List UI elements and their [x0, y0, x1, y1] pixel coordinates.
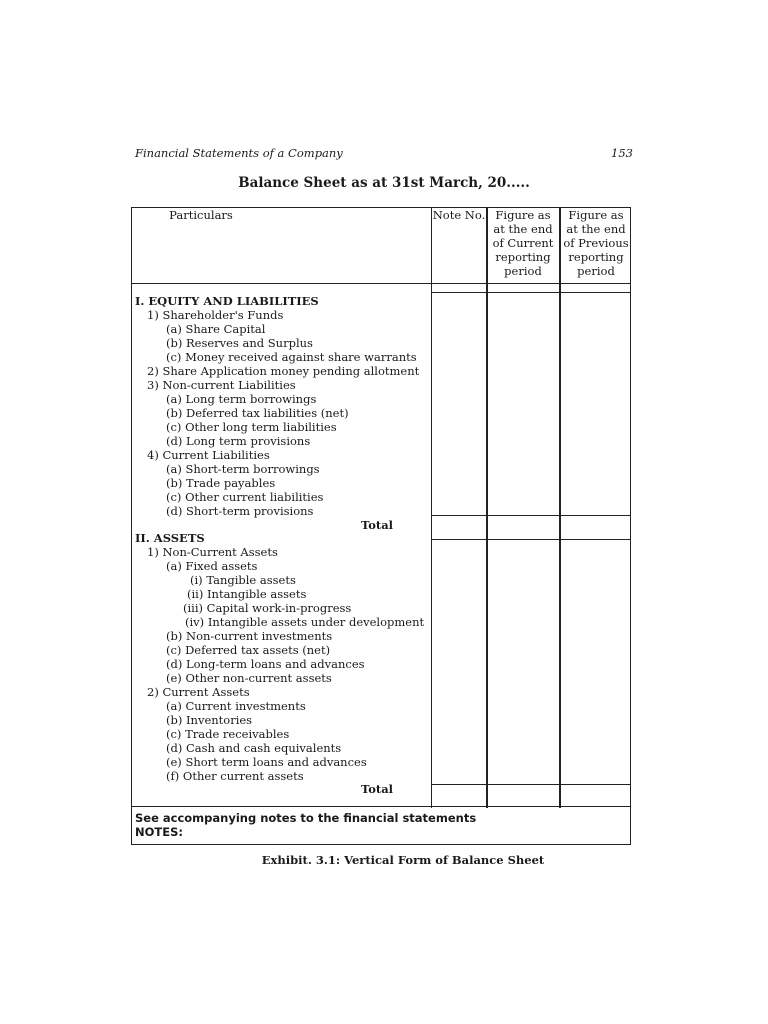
header-current-line: of Current — [492, 236, 554, 250]
body-top-rule — [431, 292, 631, 293]
balance-sheet-title: Balance Sheet as at 31st March, 20..... — [238, 175, 530, 191]
row-text: Current Liabilities — [162, 448, 270, 462]
line-item — [147, 308, 283, 322]
line-item — [187, 587, 306, 601]
footnote-notes-label: NOTES: — [135, 825, 183, 839]
line-item — [166, 406, 349, 420]
row-text: Inventories — [186, 713, 253, 727]
row-text: Short term loans and advances — [185, 755, 367, 769]
row-text: Cash and cash equivalents — [186, 741, 342, 755]
line-item — [166, 657, 365, 671]
row-text: Capital work-in-progress — [206, 601, 352, 615]
line-item — [166, 322, 265, 336]
row-text: (d) Short-term provisions — [166, 504, 314, 518]
header-current-line: period — [504, 264, 542, 278]
line-item — [166, 643, 330, 657]
row-text: Trade receivables — [185, 727, 290, 741]
row-number: (a) — [166, 699, 182, 713]
line-item — [147, 545, 278, 559]
header-previous-line: of Previous — [563, 236, 629, 250]
footnote-accompanying-notes: See accompanying notes to the financial statements — [135, 811, 477, 825]
row-text: (a) Long term borrowings — [166, 392, 317, 406]
row-text: (b) Reserves and Surplus — [166, 336, 313, 350]
line-item — [166, 434, 310, 448]
line-item — [147, 685, 250, 699]
line-item — [166, 741, 341, 755]
column-divider-particulars — [431, 207, 432, 808]
header-current-line: at the end — [493, 222, 553, 236]
row-number: (e) — [166, 755, 182, 769]
row-text: Intangible assets under development — [207, 615, 425, 629]
row-number: (i) — [190, 573, 203, 587]
row-text: Tangible assets — [206, 573, 296, 587]
row-text: Non-Current Assets — [162, 545, 278, 559]
line-item — [166, 490, 323, 504]
total-assets-label: Total — [361, 782, 394, 796]
line-item — [166, 671, 332, 685]
total-1-top-rule — [431, 515, 631, 516]
line-item — [166, 420, 337, 434]
header-current-line: Figure as — [495, 208, 551, 222]
line-item — [147, 448, 270, 462]
row-number: II. — [135, 531, 150, 545]
row-text: Other current assets — [182, 769, 304, 783]
row-text: Shareholder's Funds — [162, 308, 284, 322]
row-number: 3) — [147, 378, 159, 392]
line-item — [166, 727, 289, 741]
line-item — [166, 769, 304, 783]
row-number: (f) — [166, 769, 180, 783]
header-previous-line: Figure as — [568, 208, 624, 222]
line-item — [166, 462, 320, 476]
row-text: Share Application money pending allotment — [162, 364, 420, 378]
line-item — [185, 615, 424, 629]
exhibit-caption: Exhibit. 3.1: Vertical Form of Balance Sheet — [261, 853, 545, 867]
row-number: (d) — [166, 657, 183, 671]
row-number: (d) — [166, 741, 183, 755]
row-text: (d) Long term provisions — [166, 434, 311, 448]
row-number: (iv) — [185, 615, 205, 629]
row-number: 4) — [147, 448, 159, 462]
row-text: Non-current investments — [186, 629, 333, 643]
row-number: (iii) — [183, 601, 204, 615]
row-text: Fixed assets — [185, 559, 258, 573]
header-current-line: reporting — [495, 250, 551, 264]
row-text: (a) Short-term borrowings — [166, 462, 320, 476]
row-number: 2) — [147, 685, 159, 699]
row-text: Current Assets — [162, 685, 250, 699]
line-item — [166, 476, 275, 490]
row-number: (e) — [166, 671, 182, 685]
row-text: Long-term loans and advances — [186, 657, 365, 671]
line-item — [166, 350, 417, 364]
row-text: Intangible assets — [207, 587, 307, 601]
row-number: (c) — [166, 727, 182, 741]
row-number: (a) — [166, 559, 182, 573]
row-number: 2) — [147, 364, 159, 378]
row-text: Other non-current assets — [185, 671, 332, 685]
line-item — [166, 504, 313, 518]
total-1-bottom-rule — [431, 539, 631, 540]
header-rule — [131, 283, 631, 284]
row-number: (b) — [166, 629, 183, 643]
row-text: Non-current Liabilities — [162, 378, 296, 392]
header-particulars: Particulars — [169, 208, 233, 222]
line-item — [190, 573, 296, 587]
running-head — [135, 146, 633, 162]
row-number: (ii) — [187, 587, 204, 601]
line-item — [183, 601, 351, 615]
row-text: (b) Deferred tax liabilities (net) — [166, 406, 349, 420]
row-number: I. — [135, 294, 145, 308]
row-text: (c) Money received against share warrants — [166, 350, 417, 364]
section-heading — [135, 294, 319, 308]
row-number: 1) — [147, 545, 159, 559]
line-item — [166, 629, 332, 643]
total-liabilities-label: Total — [361, 518, 394, 532]
row-text: ASSETS — [153, 531, 205, 545]
section-heading — [135, 531, 205, 545]
running-title: Financial Statements of a Company — [135, 146, 343, 160]
line-item — [166, 559, 257, 573]
row-number: (c) — [166, 643, 182, 657]
row-text: Current investments — [185, 699, 306, 713]
row-text: (c) Other current liabilities — [166, 490, 324, 504]
header-previous-period — [560, 208, 632, 278]
row-text: Deferred tax assets (net) — [185, 643, 331, 657]
row-text: (b) Trade payables — [166, 476, 276, 490]
line-item — [147, 378, 296, 392]
line-item — [166, 392, 316, 406]
row-text: (c) Other long term liabilities — [166, 420, 337, 434]
total-2-top-rule — [431, 784, 631, 785]
line-item — [166, 336, 313, 350]
line-item — [166, 699, 306, 713]
row-text: EQUITY AND LIABILITIES — [148, 294, 319, 308]
row-number: 1) — [147, 308, 159, 322]
line-item — [166, 755, 367, 769]
line-item — [147, 364, 419, 378]
header-current-period — [487, 208, 559, 278]
footnote-rule — [131, 806, 631, 807]
header-note-no: Note No. — [432, 208, 486, 222]
row-text: (a) Share Capital — [166, 322, 266, 336]
column-divider-current — [559, 207, 561, 808]
column-divider-note — [486, 207, 488, 808]
header-previous-line: period — [577, 264, 615, 278]
line-item — [166, 713, 252, 727]
page-number: 153 — [611, 146, 633, 160]
header-previous-line: at the end — [566, 222, 626, 236]
header-previous-line: reporting — [568, 250, 624, 264]
row-number: (b) — [166, 713, 183, 727]
